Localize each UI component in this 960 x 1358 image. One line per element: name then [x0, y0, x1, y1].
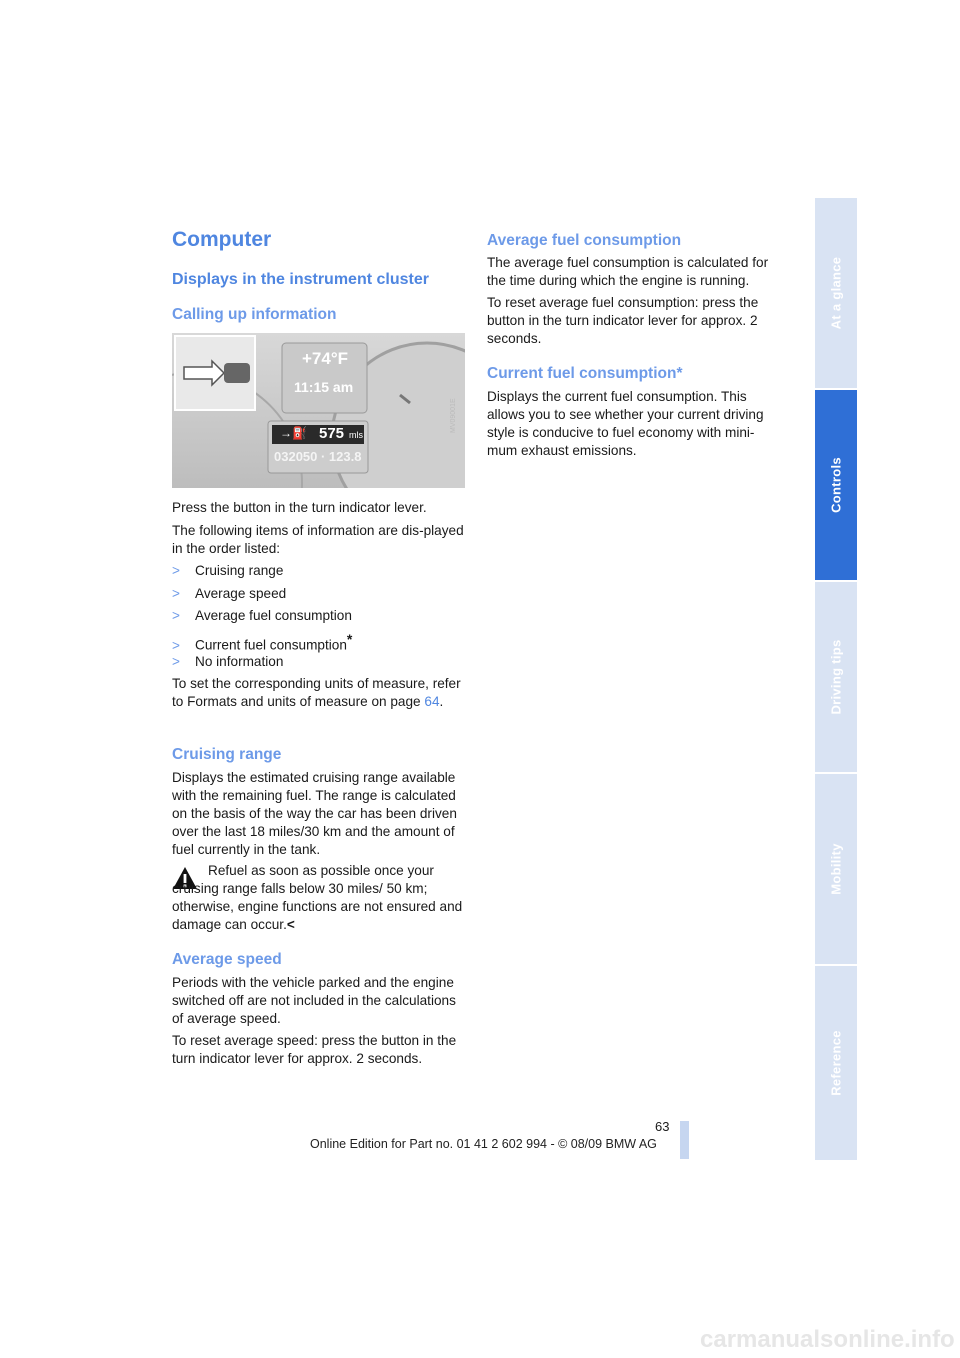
sidebar-tab-reference[interactable]: [815, 966, 857, 1160]
page-marker-bar: [680, 1121, 689, 1159]
warning-text: Refuel as soon as possible once your cruising range falls below 30 miles/ 50 km; otherwise, engine functions are not ensured and damage can occur.<: [172, 863, 463, 932]
figure-temp: +74°F: [302, 349, 349, 368]
section-heading: Displays in the instrument cluster: [172, 271, 429, 288]
site-watermark: carmanualsonline.info: [700, 1326, 955, 1353]
average-fuel-text-2: To reset average fuel consumption: press the button in the turn indicator lever for approx. 2 seconds.: [487, 295, 759, 346]
optional-asterisk: *: [346, 631, 353, 647]
list-item: > Current fuel consumption*: [172, 631, 353, 653]
current-fuel-heading: Current fuel consumption*: [487, 365, 683, 382]
sidebar-tab-at-a-glance[interactable]: [815, 198, 857, 388]
figure-watermark: MV09001E: [450, 398, 457, 433]
average-speed-heading: Average speed: [172, 951, 282, 968]
average-speed-text-1: Periods with the vehicle parked and the engine switched off are not included in the calculations of average speed.: [172, 975, 456, 1026]
sidebar-tab-driving-tips[interactable]: [815, 582, 857, 772]
sidebar-tab-label: Mobility: [828, 843, 844, 895]
figure-range-value: 575: [319, 425, 345, 442]
figure-fuel-icon: →⛽: [280, 426, 307, 440]
cruising-range-heading: Cruising range: [172, 746, 282, 763]
average-fuel-text-1: The average fuel consumption is calculated for the time during which the engine is running.: [487, 255, 769, 288]
list-item: > No information: [172, 654, 284, 669]
edition-footer: Online Edition for Part no. 01 41 2 602 994 - © 08/09 BMW AG: [310, 1137, 657, 1151]
intro-text-2: The following items of information are dis-played in the order listed:: [172, 523, 464, 556]
list-item: > Average fuel consumption: [172, 608, 352, 623]
page-title: Computer: [172, 228, 272, 251]
sidebar-tab-label: Controls: [828, 457, 844, 513]
figure-odometer: 032050 · 123.8: [274, 449, 362, 464]
figure-range-unit: mls: [349, 430, 363, 440]
sidebar-tab-controls[interactable]: [815, 390, 857, 580]
page-number: 63: [655, 1119, 670, 1134]
sub-heading: Calling up information: [172, 306, 337, 323]
list-item: > Cruising range: [172, 563, 284, 578]
figure-time: 11:15 am: [294, 379, 354, 395]
sidebar-tab-label: At a glance: [828, 256, 844, 330]
current-fuel-text: Displays the current fuel consumption. This allows you to see whether your current driving style is conducive to fuel economy with mini-mum exhaust emissions.: [487, 389, 764, 458]
sidebar-tab-label: Reference: [828, 1030, 844, 1096]
intro-text-1: Press the button in the turn indicator lever.: [172, 500, 427, 515]
page-link[interactable]: 64: [424, 694, 440, 709]
instrument-cluster-figure: [172, 333, 465, 488]
units-text: To set the corresponding units of measure, refer to Formats and units of measure on page 64.: [172, 676, 461, 709]
average-speed-text-2: To reset average speed: press the button in the turn indicator lever for approx. 2 seconds.: [172, 1033, 457, 1066]
end-mark: <: [286, 917, 295, 932]
cruising-range-text: Displays the estimated cruising range available with the remaining fuel. The range is calculated on the basis of the way the car has been driven over the last 18 miles/30 km and the amount of fuel currently in the tank.: [172, 770, 457, 857]
list-item: > Average speed: [172, 586, 287, 601]
average-fuel-heading: Average fuel consumption: [487, 232, 682, 249]
sidebar-tab-mobility[interactable]: [815, 774, 857, 964]
sidebar-tab-label: Driving tips: [828, 639, 844, 715]
